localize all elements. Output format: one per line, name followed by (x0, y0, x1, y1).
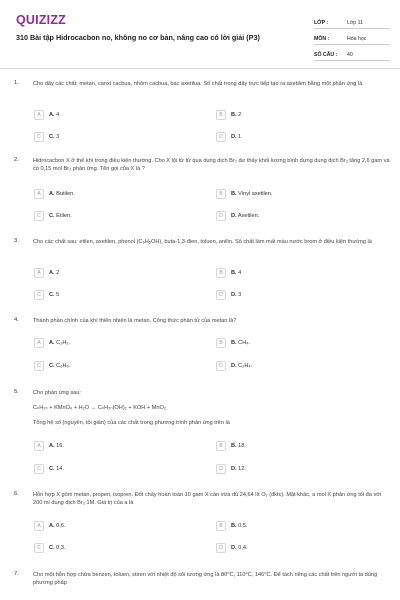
question-text: Cho dãy các chất: metan, canxi cacbua, nhôm cacbua, bạc axetilua. Số chất trong dãy trực tiếp tạo ra axetilen bằng một phản ứng là (33, 81, 363, 87)
option-text: 14. (56, 465, 64, 472)
option-a[interactable] (34, 188, 75, 199)
option-text: CH₄. (238, 339, 251, 346)
option-d[interactable] (216, 131, 241, 142)
option-key: C. (49, 362, 55, 369)
option-key: A. (49, 269, 55, 276)
meta-row-subject (314, 30, 390, 45)
option-key: C. (49, 465, 55, 472)
option-key: C. (49, 133, 55, 140)
option-text: C₂H₂. (56, 339, 71, 346)
option-letter-box: D (216, 361, 226, 371)
question-text: Thành phần chính của khí thiên nhiên là metan. Công thức phân tử của metan là? (33, 318, 237, 324)
option-letter-box: D (216, 132, 226, 142)
meta-row-class (314, 14, 390, 29)
option-letter-box: B (216, 189, 226, 199)
option-key: A. (49, 111, 55, 118)
option-key: D. (231, 465, 237, 472)
option-letter-box: D (216, 464, 226, 474)
option-key: A. (49, 190, 55, 197)
option-text: 2 (56, 269, 60, 276)
option-letter-box: C (34, 290, 44, 300)
meta-value: Hóa học (347, 36, 367, 42)
option-key: D. (231, 133, 237, 140)
option-letter-box: B (216, 441, 226, 451)
option-b[interactable] (216, 188, 273, 199)
option-key: A. (49, 522, 55, 529)
option-a[interactable] (34, 267, 59, 278)
option-letter-box: C (34, 361, 44, 371)
question-number: 1. (14, 80, 19, 86)
option-text: 0,4. (238, 544, 248, 551)
question-text: Cho các chất sau: etilen, axetilen, phenol (C₆H₅OH), buta-1,3-đien, toluen, anilin. Số chất làm mất màu nước brom ở điều kiện thường là (33, 239, 372, 245)
option-text: Vinyl axetilen. (238, 190, 273, 197)
option-letter-box: A (34, 189, 44, 199)
option-b[interactable] (216, 337, 250, 348)
option-key: B. (231, 190, 237, 197)
option-text: Axetilen. (237, 212, 260, 219)
question-number: 7. (14, 571, 19, 577)
option-d[interactable] (216, 289, 241, 300)
option-b[interactable] (216, 520, 248, 531)
option-key: B. (231, 442, 237, 449)
option-text: 12. (238, 465, 246, 472)
option-d[interactable] (216, 210, 259, 221)
option-text: 2 (238, 111, 242, 118)
option-d[interactable] (216, 360, 252, 371)
question-text: Cho phản ứng sau: (33, 390, 81, 396)
option-text: 3 (238, 291, 242, 298)
option-text: 18. (238, 442, 246, 449)
meta-label: SỐ CÂU : (314, 52, 338, 58)
option-a[interactable] (34, 337, 70, 348)
option-text: 4 (238, 269, 242, 276)
option-key: C. (49, 291, 55, 298)
option-letter-box: B (216, 521, 226, 531)
option-key: D. (231, 544, 237, 551)
option-letter-box: A (34, 268, 44, 278)
option-text: Etilen. (56, 212, 72, 219)
option-letter-box: B (216, 338, 226, 348)
option-key: A. (49, 442, 55, 449)
option-letter-box: D (216, 290, 226, 300)
question-text: Cho một hỗn hợp chứa benzen, toluen, stiren với nhiệt độ sôi tương ứng là 80⁰C, 110⁰C, 146⁰C. Để tách riêng các chất trên người ta dùng phương pháp (33, 572, 378, 587)
option-letter-box: D (216, 543, 226, 553)
reaction-equation: CₙH₂ₙ + KMnO₄ + H₂O → CₙH₂ₙ(OH)₂ + KOH + MnO₂ (33, 405, 167, 411)
meta-label: MÔN : (314, 36, 330, 42)
option-text: 16. (56, 442, 64, 449)
question-number: 5. (14, 389, 19, 395)
option-text: 3 (56, 133, 60, 140)
option-letter-box: C (34, 464, 44, 474)
option-text: 0,6. (56, 522, 66, 529)
option-c[interactable] (34, 360, 70, 371)
option-key: D. (231, 212, 237, 219)
question-note: Tổng hệ số (nguyên, tối giản) của các chất trong phương trình phản ứng trên là (33, 420, 230, 426)
option-d[interactable] (216, 542, 248, 553)
option-a[interactable] (34, 109, 59, 120)
option-b[interactable] (216, 267, 241, 278)
option-letter-box: A (34, 338, 44, 348)
meta-value: Lớp 11 (347, 20, 363, 26)
question-number: 6. (14, 491, 19, 497)
option-key: B. (231, 522, 237, 529)
option-key: C. (49, 544, 55, 551)
option-letter-box: D (216, 211, 226, 221)
option-c[interactable] (34, 542, 66, 553)
option-c[interactable] (34, 131, 59, 142)
option-key: D. (231, 291, 237, 298)
option-text: 1 (238, 133, 242, 140)
question-text: Hỗn hợp X gồm metan, propen, isopren. Đốt cháy hoàn toàn 10 gam X cần vừa đủ 24,64 lít O₂ (đktc). Mặt khác, a mol X phản ứng tối đa với 200 ml dung dịch Br₂ 1M. Giá trị của a là (33, 492, 382, 507)
option-letter-box: A (34, 521, 44, 531)
option-key: B. (231, 339, 237, 346)
option-text: C₆H₆. (56, 362, 71, 369)
option-key: B. (231, 269, 237, 276)
option-key: C. (49, 212, 55, 219)
option-key: B. (231, 111, 237, 118)
quizizz-logo: QUIZIZZ (16, 13, 67, 27)
option-text: C₂H₄. (238, 362, 253, 369)
header-divider (0, 68, 400, 69)
worksheet-header (0, 0, 400, 68)
meta-row-count (314, 46, 390, 61)
question-number: 4. (14, 317, 19, 323)
option-letter-box: C (34, 211, 44, 221)
option-letter-box: B (216, 268, 226, 278)
option-c[interactable] (34, 463, 64, 474)
option-a[interactable] (34, 520, 66, 531)
option-letter-box: C (34, 132, 44, 142)
option-text: 0,5. (238, 522, 248, 529)
option-text: Butilen. (56, 190, 75, 197)
option-c[interactable] (34, 210, 72, 221)
option-a[interactable] (34, 440, 64, 451)
option-b[interactable] (216, 109, 241, 120)
option-key: A. (49, 339, 55, 346)
option-key: D. (231, 362, 237, 369)
worksheet-meta (314, 14, 390, 62)
option-text: 4 (56, 111, 60, 118)
option-letter-box: C (34, 543, 44, 553)
option-c[interactable] (34, 289, 59, 300)
option-letter-box: A (34, 441, 44, 451)
option-text: 0,3. (56, 544, 66, 551)
meta-value: 40 (347, 52, 353, 58)
question-number: 2. (14, 157, 19, 163)
worksheet-title: 310 Bài tập Hidrocacbon no, không no cơ bản, nâng cao có lời giải (P3) (16, 33, 260, 42)
option-text: 5 (56, 291, 60, 298)
option-b[interactable] (216, 440, 246, 451)
question-text: Hidrocacbon X ở thể khí trong điều kiện thường. Cho X lội từ từ qua dung dịch Br₂ dư thấy khối lượng bình đựng dung dịch Br₂ tăng 2,6 gam và có 0,15 mol Br₂ phản ứng. Tên gọi của X là ? (33, 158, 390, 173)
option-letter-box: B (216, 110, 226, 120)
option-letter-box: A (34, 110, 44, 120)
option-d[interactable] (216, 463, 246, 474)
meta-label: LỚP : (314, 20, 329, 26)
question-number: 3. (14, 238, 19, 244)
